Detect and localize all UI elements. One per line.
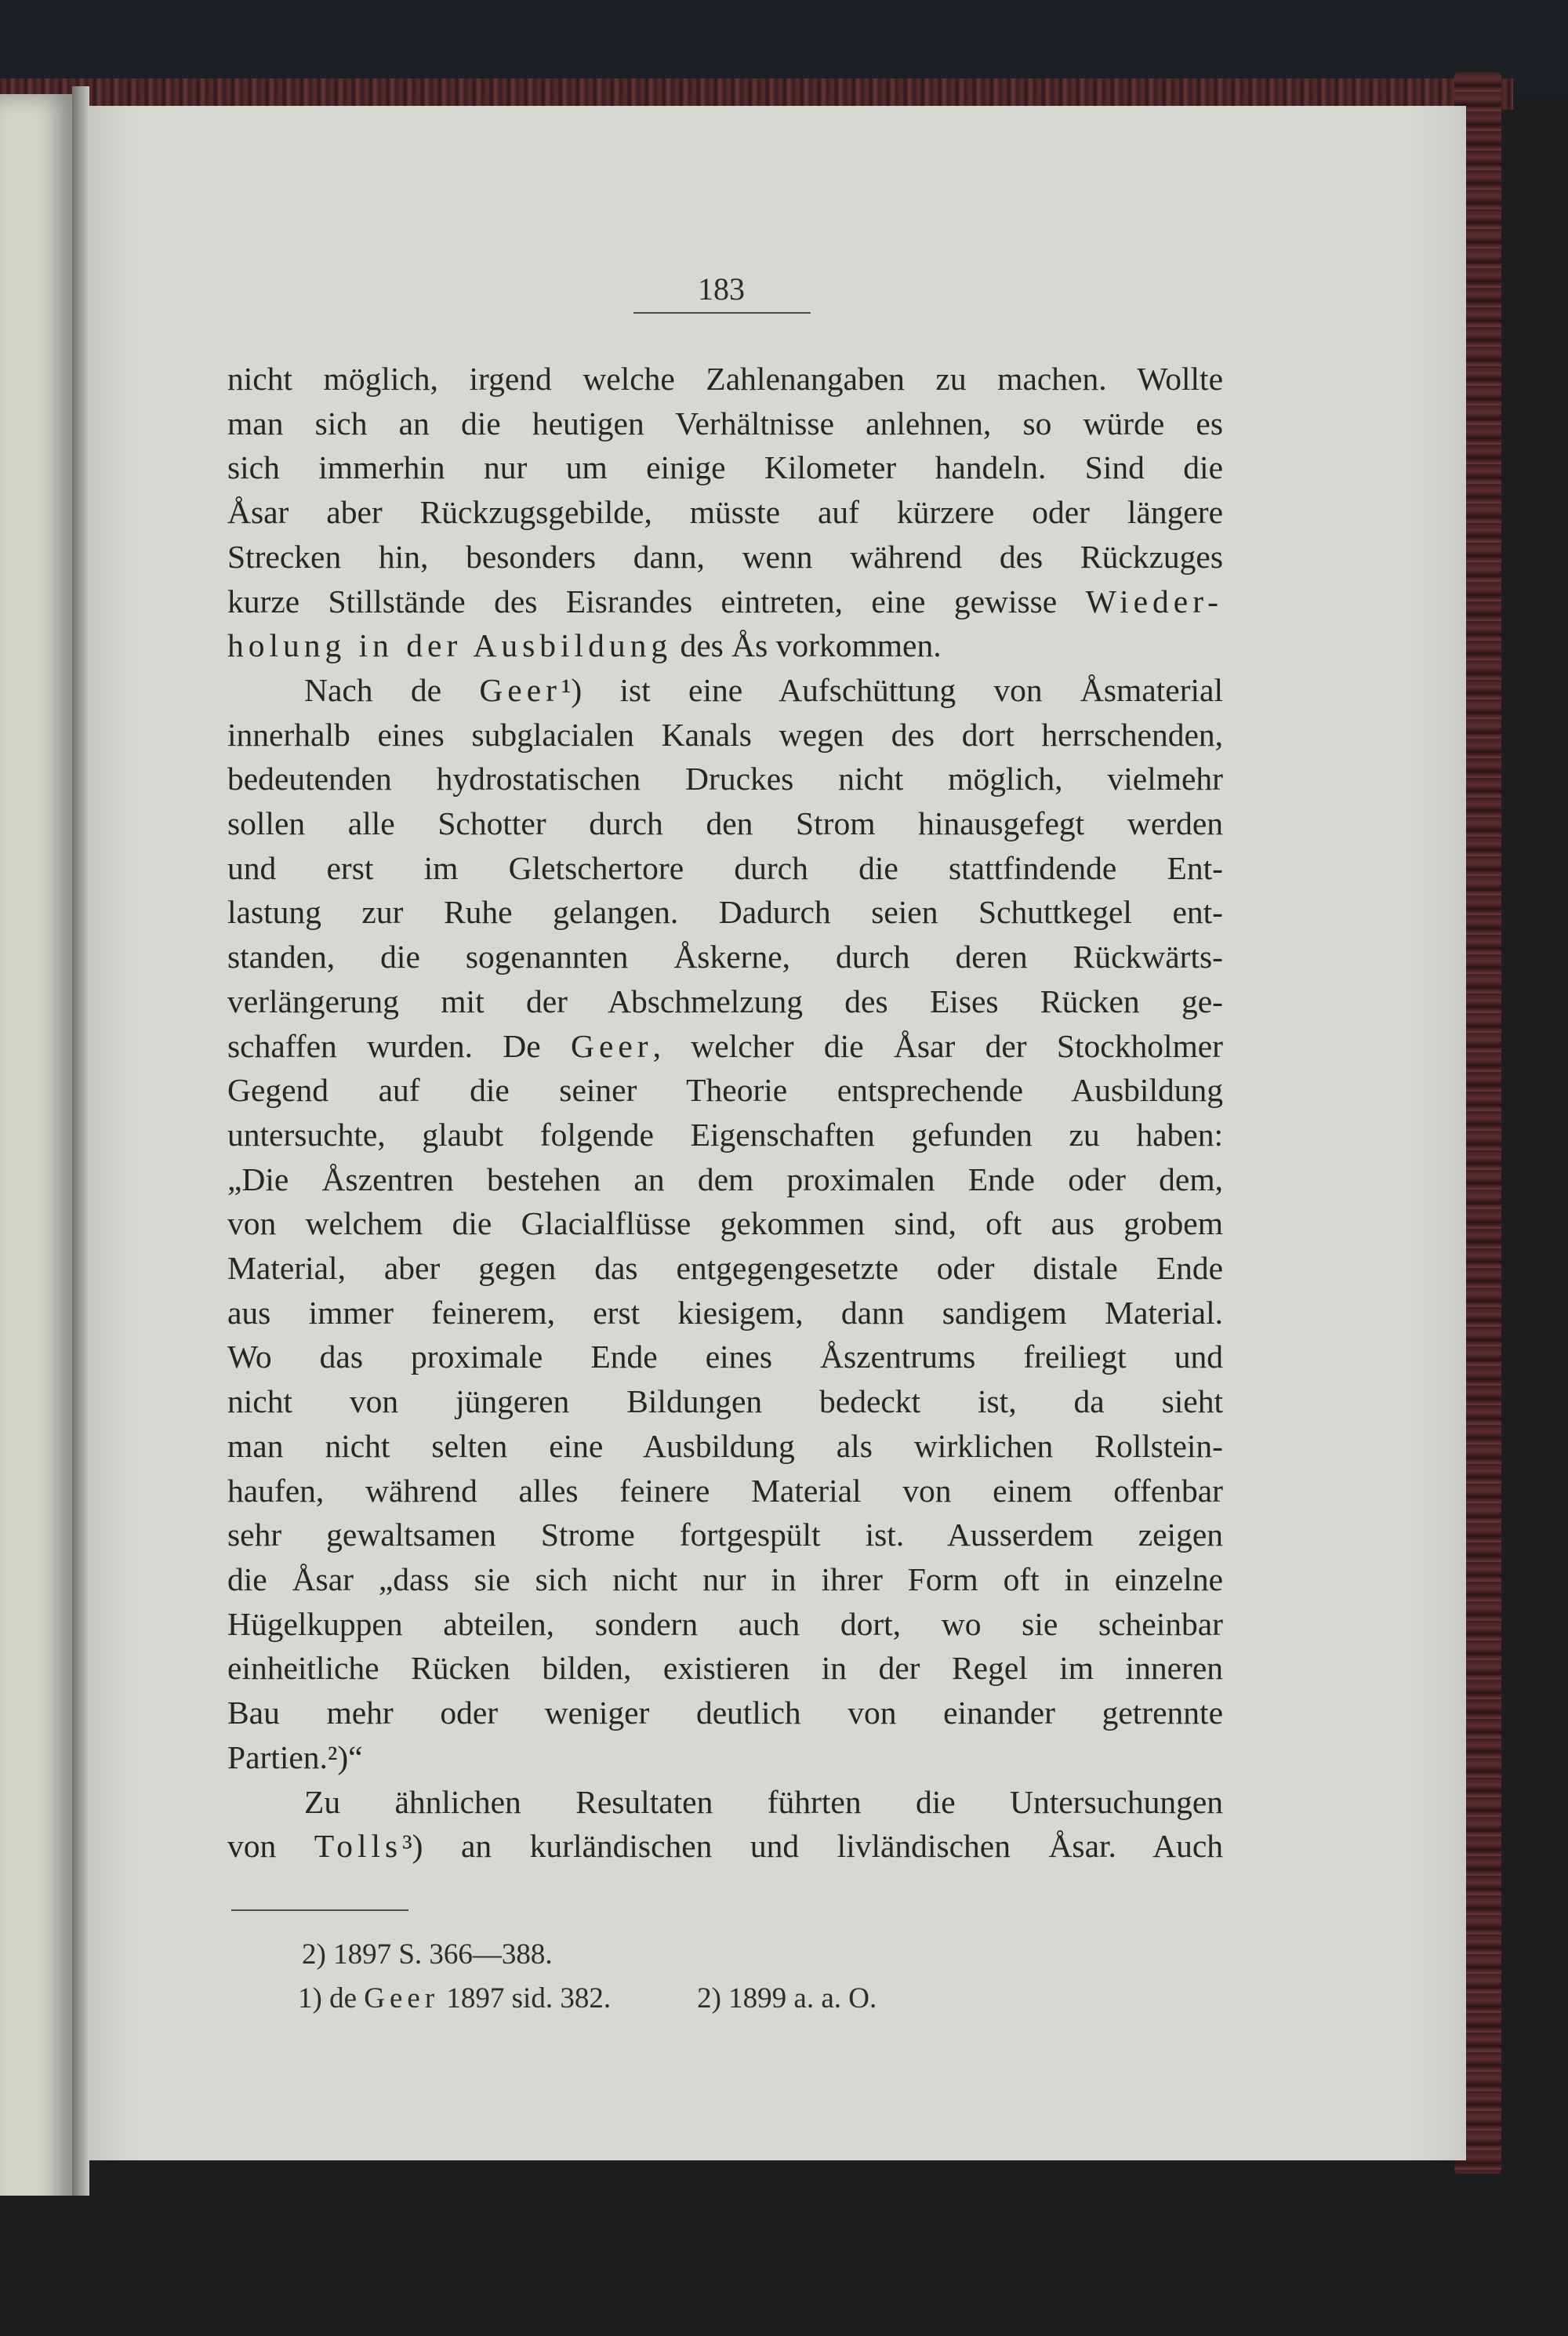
text-line — [227, 1824, 1223, 1869]
text-line: haufen, während alles feinere Material von einem offenbar — [227, 1472, 1223, 1509]
text-segment: ³) an kurländischen und livländischen Åsar. Auch — [402, 1828, 1224, 1865]
text-line: sehr gewaltsamen Strome fortgespült ist. Ausserdem zeigen — [227, 1517, 1223, 1553]
text-line: man nicht selten eine Ausbildung als wirklichen Rollstein- — [227, 1427, 1223, 1464]
text-line: nicht möglich, irgend welche Zahlenangaben zu machen. Wollte — [227, 361, 1223, 397]
text-line: man sich an die heutigen Verhältnisse anlehnen, so würde es — [227, 405, 1223, 441]
text-segment: von — [227, 1828, 314, 1865]
left-page-fragment — [0, 94, 72, 2243]
spaced-word: Wieder- — [1085, 583, 1223, 619]
text-segment: kurze Stillstände des Eisrandes eintreten, eine gewisse — [227, 583, 1086, 619]
text-line: Wo das proximale Ende eines Åszentrums freiliegt und — [227, 1339, 1223, 1375]
text-line: sollen alle Schotter durch den Strom hinausgefegt werden — [227, 805, 1223, 842]
text-line: nicht von jüngeren Bildungen bedeckt ist, da sieht — [227, 1383, 1223, 1420]
text-line — [227, 668, 1223, 713]
text-line — [227, 623, 1223, 668]
footnote-line — [298, 1977, 877, 2021]
text-line: standen, die sogenannten Åskerne, durch deren Rückwärts- — [227, 939, 1223, 975]
background-bottom — [0, 2196, 1568, 2336]
text-line: Gegend auf die seiner Theorie entsprechende Ausbildung — [227, 1072, 1223, 1109]
book-spine-cloth-top — [0, 78, 1513, 110]
text-line: Zu ähnlichen Resultaten führten die Untersuchungen — [304, 1783, 1223, 1820]
page-number-rule — [633, 312, 811, 314]
text-line: aus immer feinerem, erst kiesigem, dann sandigem Material. — [227, 1294, 1223, 1331]
footnote-text: 1) de — [298, 1982, 365, 2014]
text-line: Partien.²)“ — [227, 1738, 363, 1775]
text-line: lastung zur Ruhe gelangen. Dadurch seien Schuttkegel ent- — [227, 894, 1223, 931]
text-line: und erst im Gletschertore durch die stattfindende Ent- — [227, 849, 1223, 886]
text-segment: ¹) ist eine Aufschüttung von Åsmaterial — [561, 671, 1223, 708]
text-line: sich immerhin nur um einige Kilometer handeln. Sind die — [227, 449, 1223, 486]
text-line: einheitliche Rücken bilden, existieren in der Regel im inneren — [227, 1650, 1223, 1687]
text-line: von welchem die Glacialflüsse gekommen sind, oft aus grobem — [227, 1205, 1223, 1242]
text-line — [227, 579, 1223, 624]
page-number: 183 — [698, 271, 745, 307]
footnote-line: 2) 1897 S. 366—388. — [302, 1938, 553, 1971]
text-line: verlängerung mit der Abschmelzung des Eises Rücken ge- — [227, 983, 1223, 1019]
text-line: Hügelkuppen abteilen, sondern auch dort, wo sie scheinbar — [227, 1605, 1223, 1642]
text-segment: Nach de — [304, 671, 480, 708]
text-line: innerhalb eines subglacialen Kanals wegen des dort herrschenden, — [227, 716, 1223, 753]
footnote-text: 2) 1899 a. a. O. — [697, 1982, 877, 2014]
text-line: bedeutenden hydrostatischen Druckes nicht möglich, vielmehr — [227, 761, 1223, 797]
text-line: Åsar aber Rückzugsgebilde, müsste auf kürzere oder längere — [227, 494, 1223, 531]
text-line: Bau mehr oder weniger deutlich von einander getrennte — [227, 1695, 1223, 1731]
text-segment: schaffen wurden. De — [227, 1027, 571, 1064]
text-line: Strecken hin, besonders dann, wenn während des Rückzuges — [227, 538, 1223, 575]
text-line: „Die Åszentren bestehen an dem proximalen Ende oder dem, — [227, 1161, 1223, 1197]
text-segment: , welcher die Åsar der Stockholmer — [652, 1027, 1223, 1064]
author-name: Geer — [570, 1027, 653, 1064]
text-segment: des Ås vorkommen. — [672, 627, 942, 664]
book-gutter — [72, 86, 89, 2251]
text-line — [227, 1024, 1223, 1069]
author-name: Geer — [479, 671, 561, 708]
text-line: untersuchte, glaubt folgende Eigenschaften gefunden zu haben: — [227, 1116, 1223, 1153]
spaced-phrase: holung in der Ausbildung — [227, 627, 673, 664]
footnotes — [298, 1933, 877, 2021]
body-text — [227, 357, 1223, 1869]
author-name: Tolls — [314, 1828, 403, 1865]
author-name: Geer — [364, 1982, 440, 2014]
text-line: Material, aber gegen das entgegengesetzte oder distale Ende — [227, 1250, 1223, 1287]
footnote-rule — [231, 1909, 408, 1911]
text-line: die Åsar „dass sie sich nicht nur in ihrer Form oft in einzelne — [227, 1560, 1223, 1597]
footnote-text: 1897 sid. 382. — [439, 1982, 612, 2014]
